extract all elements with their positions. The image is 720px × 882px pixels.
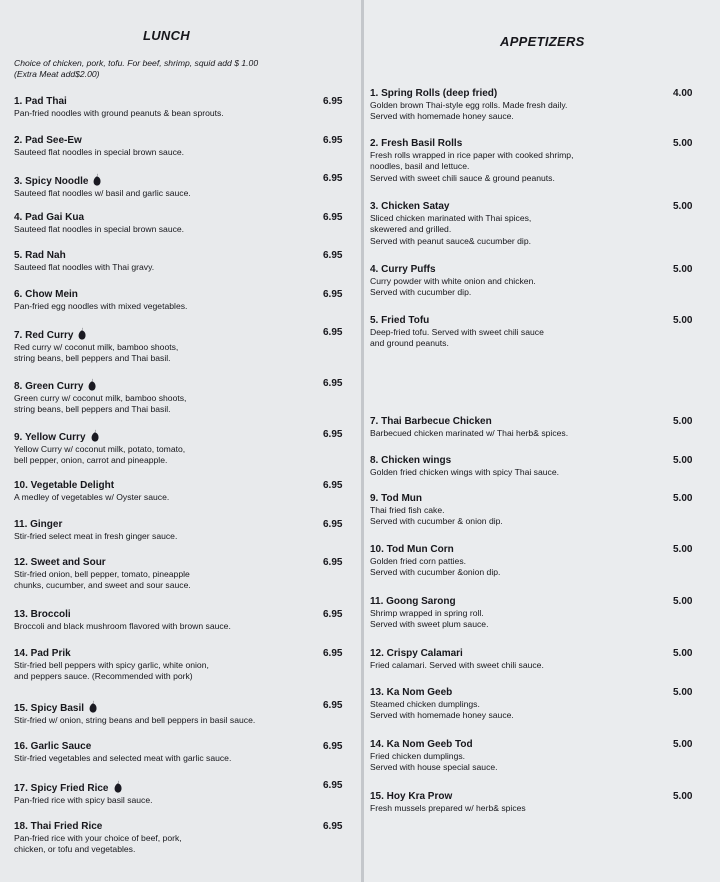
lunch-item bbox=[14, 700, 255, 726]
appetizer-item bbox=[370, 648, 544, 671]
lunch-item bbox=[14, 135, 184, 158]
appetizer-item-description: Served with house special sauce. bbox=[370, 762, 498, 773]
lunch-item-price: 6.95 bbox=[323, 648, 343, 659]
lunch-item-description: Pan-fried rice with spicy basil sauce. bbox=[14, 795, 153, 805]
chili-pepper-icon bbox=[88, 378, 96, 391]
appetizer-item-price: 5.00 bbox=[673, 493, 693, 504]
lunch-item-description: Sauteed flat noodles in special brown sauce. bbox=[14, 147, 185, 157]
lunch-item-price: 6.95 bbox=[323, 96, 343, 107]
appetizer-item-name bbox=[370, 648, 544, 660]
appetizer-item-name-text: 9. Tod Mun bbox=[370, 493, 423, 504]
lunch-item-name-text: 9. Yellow Curry bbox=[14, 432, 86, 443]
lunch-item-description: Sauteed flat noodles with Thai gravy. bbox=[14, 262, 155, 272]
lunch-item-name-text: 12. Sweet and Sour bbox=[14, 557, 106, 568]
appetizer-item-description: Steamed chicken dumplings. bbox=[370, 699, 480, 709]
lunch-item bbox=[14, 648, 209, 683]
appetizer-item-name bbox=[370, 791, 526, 803]
appetizer-item-name-text: 14. Ka Nom Geeb Tod bbox=[370, 739, 473, 750]
appetizer-item bbox=[370, 416, 568, 439]
lunch-item-name bbox=[14, 519, 177, 531]
appetizer-item-name-text: 1. Spring Rolls (deep fried) bbox=[370, 88, 498, 99]
lunch-item-name-text: 5. Rad Nah bbox=[14, 250, 66, 261]
appetizer-item-description: Served with homemade honey sauce. bbox=[370, 710, 514, 721]
lunch-item-description: string beans, bell peppers and Thai basil. bbox=[14, 404, 171, 415]
lunch-item-name-text: 7. Red Curry bbox=[14, 330, 74, 341]
appetizer-item-name-text: 3. Chicken Satay bbox=[370, 201, 450, 212]
lunch-item-name bbox=[14, 289, 187, 301]
chili-pepper-icon bbox=[78, 327, 86, 340]
appetizer-item bbox=[370, 596, 488, 631]
appetizer-item bbox=[370, 138, 573, 184]
lunch-item-description: Red curry w/ coconut milk, bamboo shoots, bbox=[14, 342, 179, 352]
lunch-item bbox=[14, 173, 191, 199]
appetizer-item bbox=[370, 315, 544, 350]
lunch-item-name bbox=[14, 135, 184, 147]
appetizer-item-price: 5.00 bbox=[673, 264, 693, 275]
lunch-item-price: 6.95 bbox=[323, 327, 343, 338]
lunch-item-price: 6.95 bbox=[323, 289, 343, 300]
appetizer-item-description: Fresh mussels prepared w/ herb& spices bbox=[370, 803, 526, 813]
appetizer-item-price: 5.00 bbox=[673, 455, 693, 466]
lunch-item-description: Green curry w/ coconut milk, bamboo shoots, bbox=[14, 393, 187, 403]
appetizer-item-name-text: 11. Goong Sarong bbox=[370, 596, 456, 607]
lunch-item bbox=[14, 557, 191, 592]
appetizer-item-name-text: 5. Fried Tofu bbox=[370, 315, 430, 326]
lunch-item-name-text: 2. Pad See-Ew bbox=[14, 135, 82, 146]
lunch-item-name bbox=[14, 212, 184, 224]
appetizer-item-name bbox=[370, 138, 573, 150]
lunch-item bbox=[14, 780, 153, 806]
appetizer-item-description: Curry powder with white onion and chicken. bbox=[370, 276, 536, 286]
lunch-item-name bbox=[14, 378, 186, 393]
lunch-item bbox=[14, 327, 178, 365]
lunch-item-description: Stir-fried vegetables and selected meat with garlic sauce. bbox=[14, 753, 232, 763]
lunch-note bbox=[14, 58, 258, 80]
appetizer-item-name-text: 10. Tod Mun Corn bbox=[370, 544, 454, 555]
lunch-item-description: A medley of vegetables w/ Oyster sauce. bbox=[14, 492, 170, 502]
appetizer-item-description: Served with cucumber dip. bbox=[370, 287, 472, 298]
lunch-item-name-text: 3. Spicy Noodle bbox=[14, 176, 89, 187]
lunch-item-name-text: 10. Vegetable Delight bbox=[14, 480, 115, 491]
lunch-item-name-text: 16. Garlic Sauce bbox=[14, 741, 92, 752]
lunch-item-name-text: 8. Green Curry bbox=[14, 381, 84, 392]
appetizer-item-description: skewered and grilled. bbox=[370, 224, 452, 235]
appetizer-item bbox=[370, 739, 498, 774]
lunch-item-name bbox=[14, 173, 191, 188]
appetizer-item-name bbox=[370, 88, 567, 100]
chili-pepper-icon bbox=[91, 429, 99, 442]
appetizer-item-price: 5.00 bbox=[673, 315, 693, 326]
appetizer-item-price: 5.00 bbox=[673, 791, 693, 802]
lunch-item-price: 6.95 bbox=[323, 429, 343, 440]
appetizer-item-description: Served with cucumber &onion dip. bbox=[370, 567, 501, 578]
lunch-item-name bbox=[14, 429, 185, 444]
lunch-item bbox=[14, 609, 231, 632]
lunch-item bbox=[14, 821, 182, 856]
appetizer-item bbox=[370, 493, 503, 528]
lunch-item-name bbox=[14, 821, 182, 833]
chili-pepper-icon bbox=[114, 780, 122, 793]
chili-pepper-icon bbox=[93, 173, 101, 186]
lunch-item-price: 6.95 bbox=[323, 821, 343, 832]
appetizer-item-name-text: 2. Fresh Basil Rolls bbox=[370, 138, 463, 149]
lunch-item-description: Sauteed flat noodles in special brown sauce. bbox=[14, 224, 185, 234]
appetizer-item-description: Served with cucumber & onion dip. bbox=[370, 516, 503, 527]
lunch-item-name-text: 4. Pad Gai Kua bbox=[14, 212, 85, 223]
appetizer-item-description: and ground peanuts. bbox=[370, 338, 449, 349]
lunch-item-name bbox=[14, 648, 209, 660]
lunch-item-name-text: 1. Pad Thai bbox=[14, 96, 67, 107]
lunch-item-description: chicken, or tofu and vegetables. bbox=[14, 844, 136, 855]
appetizer-item-description: Shrimp wrapped in spring roll. bbox=[370, 608, 484, 618]
lunch-item-description: bell pepper, onion, carrot and pineapple. bbox=[14, 455, 168, 466]
lunch-item bbox=[14, 741, 231, 764]
lunch-item bbox=[14, 250, 154, 273]
lunch-item-description: Sauteed flat noodles w/ basil and garlic sauce. bbox=[14, 188, 191, 198]
appetizer-item-name bbox=[370, 201, 531, 213]
appetizer-item-name bbox=[370, 596, 488, 608]
lunch-item-name bbox=[14, 700, 255, 715]
lunch-item-name bbox=[14, 327, 178, 342]
appetizer-item-description: Golden fried chicken wings with spicy Thai sauce. bbox=[370, 467, 559, 477]
appetizer-item-name-text: 7. Thai Barbecue Chicken bbox=[370, 416, 492, 427]
appetizer-item-name bbox=[370, 687, 514, 699]
appetizer-item bbox=[370, 264, 536, 299]
appetizer-item-name-text: 13. Ka Nom Geeb bbox=[370, 687, 453, 698]
lunch-item-price: 6.95 bbox=[323, 609, 343, 620]
lunch-item-name bbox=[14, 741, 231, 753]
lunch-note-line: (Extra Meat add$2.00) bbox=[14, 69, 100, 79]
lunch-item-price: 6.95 bbox=[323, 212, 343, 223]
appetizer-item-description: Golden fried corn patties. bbox=[370, 556, 467, 566]
appetizer-item-name-text: 4. Curry Puffs bbox=[370, 264, 436, 275]
lunch-item bbox=[14, 96, 224, 119]
lunch-note-line: Choice of chicken, pork, tofu. For beef, shrimp, squid add $ 1.00 bbox=[14, 58, 259, 68]
lunch-item-price: 6.95 bbox=[323, 480, 343, 491]
appetizer-item bbox=[370, 455, 559, 478]
appetizer-item-price: 5.00 bbox=[673, 138, 693, 149]
appetizer-item-price: 5.00 bbox=[673, 544, 693, 555]
appetizer-item-description: noodles, basil and lettuce. bbox=[370, 161, 470, 172]
appetizer-item-price: 5.00 bbox=[673, 739, 693, 750]
lunch-item-name-text: 15. Spicy Basil bbox=[14, 703, 85, 714]
appetizer-item-name bbox=[370, 264, 536, 276]
lunch-item-price: 6.95 bbox=[323, 378, 343, 389]
appetizer-item-description: Served with homemade honey sauce. bbox=[370, 111, 514, 122]
appetizer-item-price: 4.00 bbox=[673, 88, 693, 99]
lunch-item bbox=[14, 429, 185, 467]
lunch-item-name-text: 17. Spicy Fried Rice bbox=[14, 783, 109, 794]
appetizer-item-description: Deep-fried tofu. Served with sweet chili sauce bbox=[370, 327, 544, 337]
lunch-item-description: string beans, bell peppers and Thai basil. bbox=[14, 353, 171, 364]
appetizer-item-description: Served with sweet chili sauce & ground peanuts. bbox=[370, 172, 555, 183]
appetizer-item-description: Thai fried fish cake. bbox=[370, 505, 445, 515]
lunch-item-price: 6.95 bbox=[323, 250, 343, 261]
lunch-item-name-text: 14. Pad Prik bbox=[14, 648, 71, 659]
lunch-item-description: Stir-fried select meat in fresh ginger sauce. bbox=[14, 531, 178, 541]
appetizer-item-name-text: 12. Crispy Calamari bbox=[370, 648, 463, 659]
appetizer-item-name bbox=[370, 544, 500, 556]
lunch-item-price: 6.95 bbox=[323, 557, 343, 568]
lunch-item-price: 6.95 bbox=[323, 741, 343, 752]
appetizers-column bbox=[364, 0, 720, 882]
appetizer-item-price: 5.00 bbox=[673, 201, 693, 212]
appetizer-item-name bbox=[370, 315, 544, 327]
appetizer-item-name bbox=[370, 455, 559, 467]
appetizer-item bbox=[370, 88, 567, 123]
lunch-item-name-text: 6. Chow Mein bbox=[14, 289, 78, 300]
lunch-item bbox=[14, 212, 184, 235]
appetizer-item bbox=[370, 791, 526, 814]
lunch-item-description: Yellow Curry w/ coconut milk, potato, tomato, bbox=[14, 444, 186, 454]
chili-pepper-icon bbox=[89, 700, 97, 713]
lunch-item bbox=[14, 519, 177, 542]
appetizer-item-description: Golden brown Thai-style egg rolls. Made fresh daily. bbox=[370, 100, 568, 110]
lunch-item-name bbox=[14, 480, 169, 492]
appetizer-item-price: 5.00 bbox=[673, 687, 693, 698]
appetizer-item-price: 5.00 bbox=[673, 596, 693, 607]
appetizer-item bbox=[370, 201, 531, 247]
appetizer-item-price: 5.00 bbox=[673, 416, 693, 427]
appetizer-item-description: Served with sweet plum sauce. bbox=[370, 619, 489, 630]
appetizer-item-name bbox=[370, 739, 498, 751]
appetizer-item-description: Sliced chicken marinated with Thai spices, bbox=[370, 213, 532, 223]
appetizer-item-description: Fried chicken dumplings. bbox=[370, 751, 466, 761]
lunch-item-price: 6.95 bbox=[323, 780, 343, 791]
appetizer-item-description: Fried calamari. Served with sweet chili sauce. bbox=[370, 660, 544, 670]
appetizer-item bbox=[370, 544, 500, 579]
appetizer-item-description: Served with peanut sauce& cucumber dip. bbox=[370, 235, 531, 246]
appetizer-item-name bbox=[370, 493, 503, 505]
lunch-item-description: Stir-fried onion, bell pepper, tomato, pineapple bbox=[14, 569, 190, 579]
lunch-item-name bbox=[14, 250, 154, 262]
lunch-item-description: and peppers sauce. (Recommended with pork) bbox=[14, 671, 193, 682]
lunch-item-name-text: 11. Ginger bbox=[14, 519, 63, 530]
lunch-item-description: Pan-fried egg noodles with mixed vegetables. bbox=[14, 301, 188, 311]
lunch-item-price: 6.95 bbox=[323, 519, 343, 530]
lunch-item-name-text: 13. Broccoli bbox=[14, 609, 71, 620]
lunch-item-description: Pan-fried noodles with ground peanuts & bean sprouts. bbox=[14, 108, 224, 118]
lunch-item-description: chunks, cucumber, and sweet and sour sauce. bbox=[14, 580, 191, 591]
lunch-item-name bbox=[14, 609, 231, 621]
lunch-item-price: 6.95 bbox=[323, 173, 343, 184]
lunch-heading: LUNCH bbox=[143, 28, 190, 43]
appetizer-item bbox=[370, 687, 514, 722]
appetizer-item-description: Barbecued chicken marinated w/ Thai herb& spices. bbox=[370, 428, 569, 438]
lunch-item-price: 6.95 bbox=[323, 135, 343, 146]
appetizer-item-description: Fresh rolls wrapped in rice paper with cooked shrimp, bbox=[370, 150, 574, 160]
lunch-item-name bbox=[14, 780, 153, 795]
lunch-item-name bbox=[14, 96, 224, 108]
lunch-item bbox=[14, 378, 186, 416]
lunch-item-description: Pan-fried rice with your choice of beef, pork, bbox=[14, 833, 182, 843]
lunch-item bbox=[14, 480, 169, 503]
lunch-item-name bbox=[14, 557, 191, 569]
lunch-item-description: Broccoli and black mushroom flavored with brown sauce. bbox=[14, 621, 231, 631]
lunch-item-description: Stir-fried w/ onion, string beans and bell peppers in basil sauce. bbox=[14, 715, 256, 725]
lunch-item-price: 6.95 bbox=[323, 700, 343, 711]
appetizer-item-price: 5.00 bbox=[673, 648, 693, 659]
appetizers-heading: APPETIZERS bbox=[500, 34, 585, 49]
appetizer-item-name-text: 8. Chicken wings bbox=[370, 455, 452, 466]
appetizer-item-name-text: 15. Hoy Kra Prow bbox=[370, 791, 453, 802]
lunch-item-name-text: 18. Thai Fried Rice bbox=[14, 821, 103, 832]
lunch-item bbox=[14, 289, 187, 312]
appetizer-item-name bbox=[370, 416, 568, 428]
lunch-item-description: Stir-fried bell peppers with spicy garlic, white onion, bbox=[14, 660, 209, 670]
